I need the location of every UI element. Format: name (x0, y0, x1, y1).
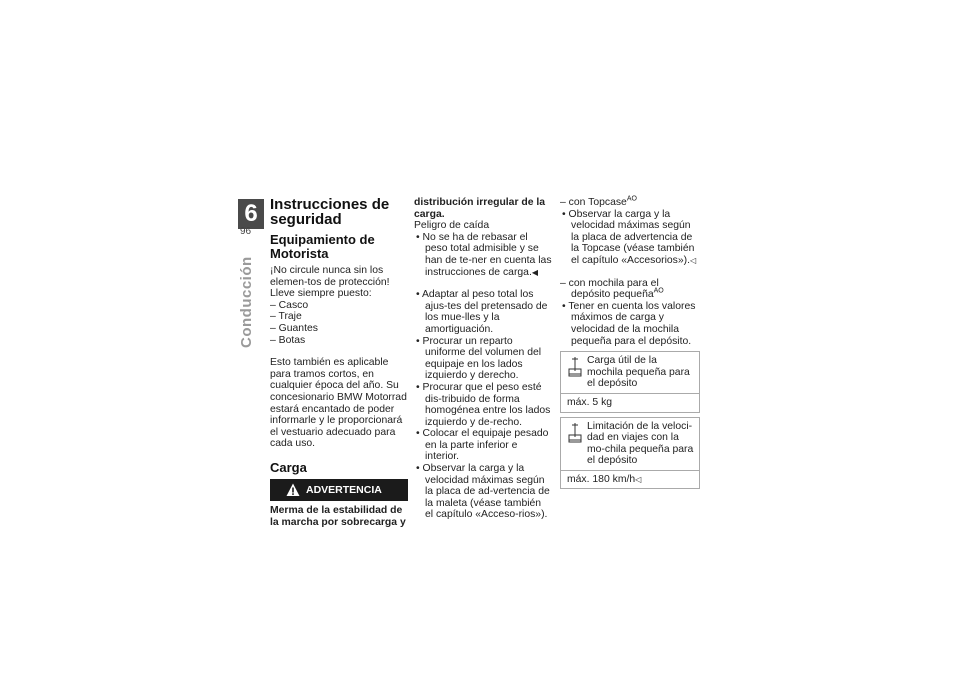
spec-value: máx. 5 kg (567, 396, 613, 408)
topcase-dash: – con Topcase$^{AO}$ (560, 195, 637, 208)
spec-box (560, 351, 700, 412)
spec-value: máx. 180 km/h◁ (567, 473, 642, 485)
list-item: • Procurar un reparto uniforme del volumen del equipaje en los lados izquierdo y derecho. (416, 335, 542, 382)
intro-text: ¡No circule nunca sin los elemen-tos de protección! Lleve siempre puesto: (270, 265, 390, 300)
column-1 (270, 197, 408, 529)
subsection-title: Equipamiento de Motorista (270, 232, 375, 261)
chapter-number: 6 (238, 199, 264, 229)
risk-bullet: • No se ha de rebasar el peso total admisible y se han de te-ner en cuenta las instrucciones de carga.◀ (416, 231, 552, 278)
gear-item: – Guantes (270, 322, 318, 334)
load-title: Carga (270, 459, 307, 475)
list-item: • Procurar que el peso esté dis-tribuido de forma homogénea entre los lados izquierdo y de-recho. (416, 381, 551, 428)
end-mark: ◀ (531, 267, 539, 277)
warning-triangle-icon (286, 483, 300, 497)
warning-text-cont: distribución irregular de la carga. (414, 197, 546, 220)
chapter-title: Conducción (238, 256, 255, 348)
list-item: • Adaptar al peso total los ajus-tes del pretensado de los mue-lles y la amortiguación. (416, 289, 548, 335)
topcase-bullet: • Observar la carga y la velocidad máximas según la placa de advertencia de la Topcase (véase también el capítulo «Accesorios»).◁ (562, 208, 697, 266)
load-spec-icon (567, 355, 583, 379)
list-item: • Observar la carga y la velocidad máximas según la placa de ad-vertencia de la maleta (véase también el capítulo «Acceso-rios»). (416, 463, 550, 521)
body-paragraph: Esto también es aplicable para tramos cortos, en cualquier época del año. Su concesionario BMW Motorrad estará encantado de poder informarle y le proporcionará el vestuario adecuado para cada uso. (270, 357, 407, 450)
risk-text: Peligro de caída (414, 220, 490, 232)
end-mark: ◁ (689, 255, 697, 265)
section-title: Instrucciones de seguridad (270, 196, 390, 228)
column-2 (414, 197, 552, 521)
page-number: 96 (240, 226, 252, 237)
spec-box (560, 417, 700, 490)
gear-item: – Casco (270, 299, 309, 311)
tank-dash: – con mochila para el depósito pequeña$^{AO}$ (560, 277, 664, 301)
tank-bullet: • Tener en cuenta los valores máximos de carga y velocidad de la mochila pequeña para el depósito. (562, 300, 696, 347)
warning-banner (270, 479, 408, 501)
gear-item: – Traje (270, 311, 302, 323)
speed-spec-icon (567, 421, 583, 445)
warning-label: ADVERTENCIA (306, 483, 382, 496)
column-3 (560, 197, 700, 489)
list-item: • Colocar el equipaje pesado en la parte inferior e interior. (416, 428, 549, 463)
warning-text: Merma de la estabilidad de la marcha por sobrecarga y (270, 505, 406, 528)
spec-label: Limitación de la veloci-dad en viajes con la mo-chila pequeña para el depósito (587, 420, 694, 467)
gear-item: – Botas (270, 334, 306, 346)
spec-label: Carga útil de la mochila pequeña para el depósito (587, 355, 690, 390)
